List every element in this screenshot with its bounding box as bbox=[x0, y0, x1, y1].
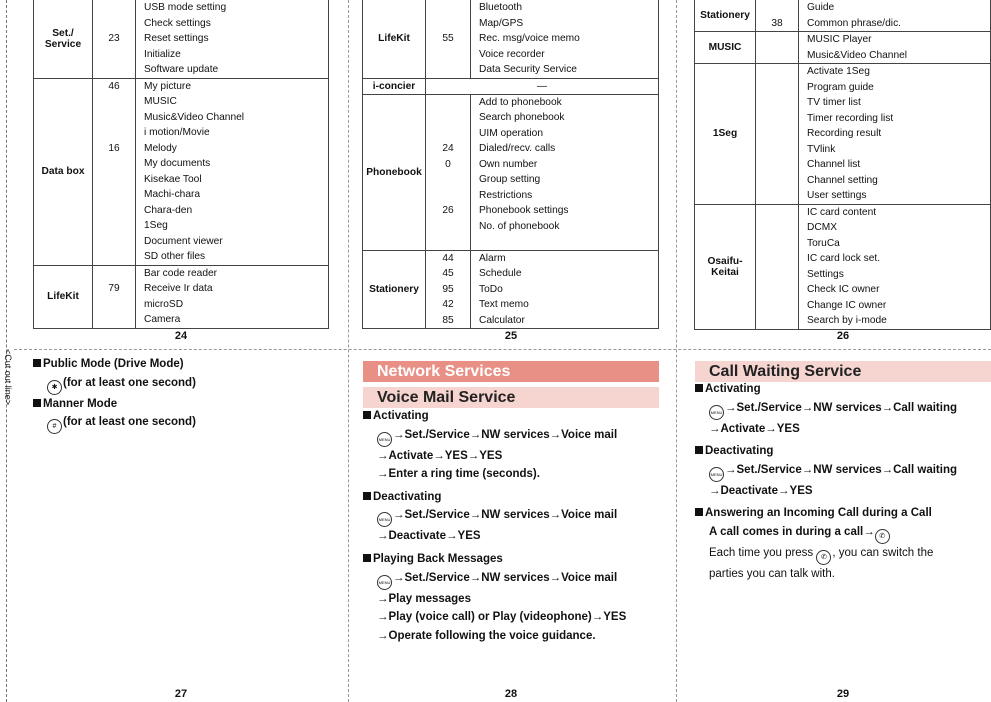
table-row bbox=[34, 265, 329, 328]
menu-item: Camera bbox=[144, 314, 181, 325]
page-ref bbox=[426, 47, 470, 63]
page-ref bbox=[756, 251, 798, 267]
page-ref bbox=[756, 220, 798, 236]
menu-item: 1Seg bbox=[144, 220, 168, 231]
page-ref bbox=[756, 313, 798, 329]
menu-item: Machi-chara bbox=[144, 189, 201, 200]
cut-out-line bbox=[0, 0, 14, 702]
menu-item: Document viewer bbox=[144, 235, 223, 247]
page-ref: 79 bbox=[108, 283, 120, 294]
menu-item: i motion/Movie bbox=[144, 127, 210, 138]
menu-item: Reset settings bbox=[144, 33, 209, 44]
menu-item: ToruCa bbox=[807, 237, 840, 249]
menu-item: USB mode setting bbox=[144, 2, 227, 13]
page-ref bbox=[426, 110, 470, 126]
menu-item: No. of phonebook bbox=[479, 220, 560, 232]
page-ref: 95 bbox=[442, 283, 454, 295]
menu-items-cell bbox=[799, 204, 991, 329]
public-mode-step: ✱ (for at least one second) bbox=[33, 374, 333, 395]
page-ref bbox=[93, 297, 135, 313]
column-divider bbox=[676, 0, 677, 702]
call-waiting-deactivating-step: MENU →Set./Service→NW services→Call waiting bbox=[695, 461, 991, 482]
menu-key-icon: MENU bbox=[377, 432, 392, 447]
table-row bbox=[695, 0, 991, 32]
voice-mail-service-banner: Voice Mail Service bbox=[363, 387, 659, 408]
page-ref bbox=[93, 249, 135, 265]
page-ref bbox=[93, 266, 135, 282]
hash-key-icon: # bbox=[47, 419, 62, 434]
playback-step: →Play messages bbox=[377, 592, 471, 605]
menu-item: Map/GPS bbox=[479, 17, 524, 29]
cut-out-label: <Cut out line> bbox=[3, 348, 13, 406]
menu-item: Settings bbox=[807, 268, 844, 280]
playback-step: →Play (voice call) or Play (videophone)→YES bbox=[377, 611, 627, 624]
table-row bbox=[363, 94, 659, 250]
menu-item: Calculator bbox=[479, 314, 525, 326]
page-ref bbox=[426, 62, 470, 78]
voice-mail-activating-step: MENU →Set./Service→NW services→Voice mail bbox=[363, 426, 663, 447]
menu-item: Search by i-mode bbox=[807, 315, 887, 326]
menu-item: Schedule bbox=[479, 268, 522, 279]
page-ref bbox=[426, 172, 470, 188]
menu-item: Software update bbox=[144, 64, 219, 75]
manner-mode-heading: Manner Mode bbox=[33, 395, 333, 414]
menu-item: Receive Ir data bbox=[144, 283, 213, 294]
voice-mail-deactivating-step: MENU →Set./Service→NW services→Voice mail bbox=[363, 506, 663, 527]
menu-item: Timer recording list bbox=[807, 112, 894, 124]
page-ref bbox=[93, 110, 135, 126]
menu-item: Text memo bbox=[479, 299, 529, 310]
menu-item: DCMX bbox=[807, 222, 837, 233]
call-waiting-deactivating-heading: Deactivating bbox=[695, 442, 991, 461]
table-row bbox=[363, 78, 659, 94]
page-ref bbox=[756, 80, 798, 96]
page-ref bbox=[756, 298, 798, 314]
table-row bbox=[363, 0, 659, 78]
page-ref bbox=[756, 157, 798, 173]
page-27-content bbox=[33, 355, 333, 434]
call-key-icon: ✆ bbox=[816, 550, 831, 565]
bullet-square-icon bbox=[695, 446, 703, 454]
page-29-content bbox=[695, 380, 991, 584]
page-ref bbox=[756, 95, 798, 111]
bullet-square-icon bbox=[33, 359, 41, 367]
category-cell: Osaifu- Keitai bbox=[695, 204, 756, 329]
menu-item: Check settings bbox=[144, 17, 211, 29]
menu-item: User settings bbox=[807, 190, 867, 201]
category-cell: 1Seg bbox=[695, 64, 756, 205]
answering-note: Each time you press ✆ , you can switch the bbox=[695, 544, 991, 565]
table-row bbox=[34, 78, 329, 265]
page-ref: 23 bbox=[108, 33, 120, 44]
page-ref: 55 bbox=[442, 33, 454, 44]
page-ref-cell bbox=[756, 64, 799, 205]
menu-item: Melody bbox=[144, 142, 177, 154]
menu-item: My picture bbox=[144, 80, 191, 92]
menu-item: My documents bbox=[144, 158, 211, 169]
page-ref-cell bbox=[756, 204, 799, 329]
page-ref bbox=[93, 125, 135, 141]
menu-item: Rec. msg/voice memo bbox=[479, 33, 580, 44]
answering-step: A call comes in during a call→ ✆ bbox=[695, 523, 991, 544]
page-number-25: 25 bbox=[504, 330, 518, 342]
page-ref bbox=[93, 62, 135, 78]
page-ref-cell bbox=[426, 94, 471, 250]
column-divider bbox=[348, 0, 349, 702]
category-cell: MUSIC bbox=[695, 32, 756, 64]
answering-note: parties you can talk with. bbox=[709, 567, 835, 580]
category-cell: Set./ Service bbox=[34, 0, 93, 78]
menu-items-cell bbox=[471, 250, 659, 329]
page-ref: 26 bbox=[442, 205, 454, 216]
category-cell: Data box bbox=[34, 78, 93, 265]
call-waiting-service-banner: Call Waiting Service bbox=[695, 361, 991, 382]
menu-item: Bar code reader bbox=[144, 267, 218, 279]
menu-item: Kisekae Tool bbox=[144, 173, 202, 185]
menu-item: Restrictions bbox=[479, 189, 533, 201]
network-services-banner: Network Services bbox=[363, 361, 659, 382]
empty-dash-cell: — bbox=[426, 78, 659, 94]
page-ref bbox=[93, 16, 135, 32]
menu-item: Voice recorder bbox=[479, 48, 545, 60]
menu-item: Search phonebook bbox=[479, 112, 565, 123]
menu-items-cell bbox=[136, 0, 329, 78]
voice-mail-activating-step: →Enter a ring time (seconds). bbox=[377, 468, 540, 481]
page-ref bbox=[756, 0, 798, 16]
menu-item: Own number bbox=[479, 158, 538, 170]
page-ref-cell bbox=[756, 0, 799, 32]
menu-item: Group setting bbox=[479, 174, 541, 185]
bullet-square-icon bbox=[695, 508, 703, 516]
menu-items-cell bbox=[471, 94, 659, 250]
voice-mail-deactivating-step: →Deactivate→YES bbox=[377, 530, 481, 543]
table-row bbox=[695, 64, 991, 205]
menu-item: MUSIC Player bbox=[807, 34, 872, 45]
page-ref bbox=[756, 282, 798, 298]
manner-mode-step: # (for at least one second) bbox=[33, 413, 333, 434]
page-ref: 85 bbox=[442, 314, 454, 326]
call-waiting-activating-step: →Activate→YES bbox=[709, 422, 800, 435]
page-ref bbox=[756, 188, 798, 204]
page-ref bbox=[756, 111, 798, 127]
bullet-square-icon bbox=[363, 411, 371, 419]
category-cell: Stationery bbox=[695, 0, 756, 32]
menu-item bbox=[479, 234, 658, 250]
category-cell: i-concier bbox=[363, 78, 426, 94]
menu-items-cell bbox=[136, 78, 329, 265]
page-ref-cell bbox=[93, 265, 136, 328]
page-ref bbox=[756, 32, 798, 48]
menu-item: Recording result bbox=[807, 128, 882, 139]
category-cell: LifeKit bbox=[363, 0, 426, 78]
table-row bbox=[34, 0, 329, 78]
page-ref bbox=[756, 236, 798, 252]
menu-item: Common phrase/dic. bbox=[807, 17, 901, 29]
public-mode-heading: Public Mode (Drive Mode) bbox=[33, 355, 333, 374]
page-ref bbox=[93, 94, 135, 110]
menu-item: TVlink bbox=[807, 143, 836, 155]
page-ref bbox=[93, 203, 135, 219]
bullet-square-icon bbox=[695, 384, 703, 392]
page-number-26: 26 bbox=[836, 330, 850, 342]
table-row bbox=[695, 32, 991, 64]
menu-item: Phonebook settings bbox=[479, 205, 569, 216]
page-ref bbox=[93, 156, 135, 172]
call-waiting-activating-heading: Activating bbox=[695, 380, 991, 399]
page-ref-cell bbox=[93, 0, 136, 78]
menu-item: MUSIC bbox=[144, 96, 177, 107]
bullet-square-icon bbox=[363, 492, 371, 500]
page-number-24: 24 bbox=[174, 330, 188, 342]
page-ref: 45 bbox=[442, 268, 454, 279]
page-ref bbox=[426, 0, 470, 16]
call-waiting-deactivating-step: →Deactivate→YES bbox=[709, 484, 813, 497]
voice-mail-deactivating-heading: Deactivating bbox=[363, 488, 663, 507]
menu-items-cell bbox=[799, 32, 991, 64]
category-cell: Stationery bbox=[363, 250, 426, 329]
menu-item: Guide bbox=[807, 2, 835, 13]
menu-key-icon: MENU bbox=[377, 512, 392, 527]
menu-items-cell bbox=[136, 265, 329, 328]
asterisk-key-icon: ✱ bbox=[47, 380, 62, 395]
page-ref: 16 bbox=[108, 142, 120, 154]
page-number-28: 28 bbox=[504, 688, 518, 700]
page-ref bbox=[756, 64, 798, 80]
page-ref bbox=[93, 218, 135, 234]
page-number-27: 27 bbox=[174, 688, 188, 700]
menu-item: microSD bbox=[144, 298, 184, 310]
menu-item: Data Security Service bbox=[479, 64, 577, 75]
voice-mail-activating-step: →Activate→YES→YES bbox=[377, 449, 503, 462]
menu-item: Chara-den bbox=[144, 204, 193, 216]
page-ref-cell bbox=[426, 0, 471, 78]
page-ref: 0 bbox=[445, 158, 451, 170]
menu-item: Alarm bbox=[479, 252, 506, 264]
menu-item: Music&Video Channel bbox=[144, 111, 245, 123]
menu-items-cell bbox=[799, 64, 991, 205]
page-ref: 24 bbox=[442, 143, 454, 154]
bullet-square-icon bbox=[33, 399, 41, 407]
menu-table-page-26 bbox=[694, 0, 991, 330]
page-ref bbox=[756, 205, 798, 221]
menu-items-cell bbox=[471, 0, 659, 78]
page-ref bbox=[756, 142, 798, 158]
page-ref bbox=[93, 234, 135, 250]
table-row bbox=[363, 250, 659, 329]
menu-item: Bluetooth bbox=[479, 2, 523, 13]
menu-table-page-25 bbox=[362, 0, 659, 329]
page-ref bbox=[93, 47, 135, 63]
playback-step: →Operate following the voice guidance. bbox=[377, 629, 596, 642]
category-cell: Phonebook bbox=[363, 94, 426, 250]
voice-mail-activating-heading: Activating bbox=[363, 407, 663, 426]
page-ref bbox=[93, 187, 135, 203]
page-ref-cell bbox=[756, 32, 799, 64]
page-ref bbox=[426, 16, 470, 32]
page-ref bbox=[93, 172, 135, 188]
menu-table-page-24 bbox=[33, 0, 329, 329]
call-waiting-activating-step: MENU →Set./Service→NW services→Call waiting bbox=[695, 399, 991, 420]
menu-item: Check IC owner bbox=[807, 284, 880, 295]
menu-item: Program guide bbox=[807, 81, 874, 93]
menu-item: Music&Video Channel bbox=[807, 49, 908, 61]
playback-step: MENU →Set./Service→NW services→Voice mail bbox=[363, 569, 663, 590]
page-ref-cell bbox=[93, 78, 136, 265]
menu-item: TV timer list bbox=[807, 97, 861, 108]
menu-key-icon: MENU bbox=[709, 467, 724, 482]
menu-key-icon: MENU bbox=[377, 575, 392, 590]
page-ref: 42 bbox=[442, 299, 454, 310]
page-ref bbox=[756, 267, 798, 283]
page-ref: 46 bbox=[108, 80, 120, 92]
menu-key-icon: MENU bbox=[709, 405, 724, 420]
answering-heading: Answering an Incoming Call during a Call bbox=[695, 504, 991, 523]
menu-item: Change IC owner bbox=[807, 299, 887, 311]
page-28-content bbox=[363, 407, 663, 645]
menu-item: Add to phonebook bbox=[479, 96, 562, 108]
menu-item: UIM operation bbox=[479, 127, 543, 139]
page-number-29: 29 bbox=[836, 688, 850, 700]
menu-item: ToDo bbox=[479, 283, 503, 295]
call-key-icon: ✆ bbox=[875, 529, 890, 544]
page-ref bbox=[426, 219, 470, 235]
page-ref bbox=[756, 48, 798, 64]
page-ref: 44 bbox=[442, 252, 454, 264]
menu-item: SD other files bbox=[144, 251, 206, 262]
menu-item: IC card content bbox=[807, 206, 877, 218]
page-ref-cell bbox=[426, 250, 471, 329]
page-ref bbox=[756, 126, 798, 142]
row-divider bbox=[14, 349, 991, 350]
table-row bbox=[695, 204, 991, 329]
menu-items-cell bbox=[799, 0, 991, 32]
page-ref bbox=[93, 312, 135, 328]
page-ref: 38 bbox=[771, 17, 783, 29]
bullet-square-icon bbox=[363, 554, 371, 562]
menu-item: Dialed/recv. calls bbox=[479, 143, 556, 154]
page-ref bbox=[756, 173, 798, 189]
page-ref bbox=[426, 234, 470, 250]
menu-item: IC card lock set. bbox=[807, 253, 881, 264]
page-ref bbox=[426, 188, 470, 204]
menu-item: Channel setting bbox=[807, 174, 878, 186]
category-cell: LifeKit bbox=[34, 265, 93, 328]
page-ref bbox=[426, 95, 470, 111]
page-ref bbox=[426, 126, 470, 142]
playback-heading: Playing Back Messages bbox=[363, 550, 663, 569]
menu-item: Channel list bbox=[807, 159, 861, 170]
menu-item: Activate 1Seg bbox=[807, 66, 870, 77]
page-ref bbox=[93, 0, 135, 16]
menu-item: Initialize bbox=[144, 48, 181, 60]
